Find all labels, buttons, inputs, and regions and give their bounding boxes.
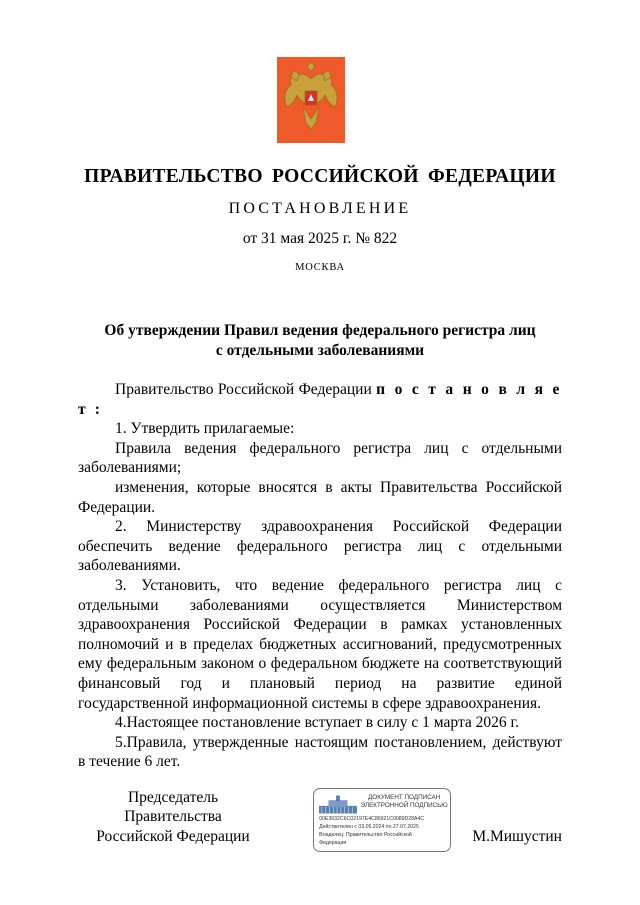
paragraph: 2. Министерству здравоохранения Российской Федерации обеспечить ведение федерального регистра лиц с отдельными заболеваниями. [78,518,562,575]
certificate-owner-line-1: Владелец: Правительство Российской [319,832,412,839]
document-city: МОСКВА [295,262,345,273]
intro-paragraph [78,380,562,419]
paragraph: 5.Правила, утвержденные настоящим постановлением, действуют в течение 6 лет. [78,733,562,771]
paragraph: 4.Настоящее постановление вступает в силу с 1 марта 2026 г. [115,714,520,732]
paragraph: изменения, которые вносятся в акты Правительства Российской Федерации. [78,478,562,516]
electronic-signature-stamp [313,788,451,852]
signatory-name: М.Мишустин [472,827,562,845]
position-line-2: Российской Федерации [96,827,250,845]
document-heading [0,321,640,360]
paragraph: 3. Установить, что ведение федерального регистра лиц с отдельными заболеваниями осуществляется Министерством здравоохранения Российской Федерации в рамках установленных полномочий и в пределах бюджетных ассигнований, предусмотренных ему федеральным законом о федеральном бюджете на соответствующий финансовый год и плановый период на развитие единой государственной информационной системы в сфере здравоохранения. [78,576,562,712]
position-line-1: Председатель Правительства [124,788,222,826]
paragraph: 1. Утвердить прилагаемые: [115,420,295,438]
document-type: ПОСТАНОВЛЕНИЕ [228,200,412,217]
document-date-number: от 31 мая 2025 г. № 822 [242,230,398,247]
certificate-number: 00E3632C6C02197E4C86921C0089D28A4C [319,816,425,823]
double-headed-eagle-icon [277,57,345,143]
stamp-title-line-1: ДОКУМЕНТ ПОДПИСАН [368,794,441,802]
document-body [78,380,562,772]
decree-word: п о с т а н о в л я е т : [78,381,562,418]
certificate-owner-line-2: Федерации [319,840,347,847]
government-building-icon [319,794,357,814]
coat-of-arms-emblem [277,57,345,143]
signature-block [78,788,562,869]
paragraph: Правила ведения федерального регистра лиц с отдельными заболеваниями; [78,439,562,477]
signatory-position [78,788,268,847]
stamp-title-line-2: ЭЛЕКТРОННОЙ ПОДПИСЬЮ [360,802,448,810]
intro-text: Правительство Российской Федерации [115,381,377,398]
heading-line-1: Об утверждении Правил ведения федерального регистра лиц [104,322,536,339]
certificate-validity: Действителен с 03.05.2024 по 27.07.2025 [319,824,419,831]
heading-line-2: с отдельными заболеваниями [215,341,425,359]
document-content [78,380,562,868]
issuing-authority: ПРАВИТЕЛЬСТВО РОССИЙСКОЙ ФЕДЕРАЦИИ [84,166,556,187]
stamp-title [360,794,448,810]
